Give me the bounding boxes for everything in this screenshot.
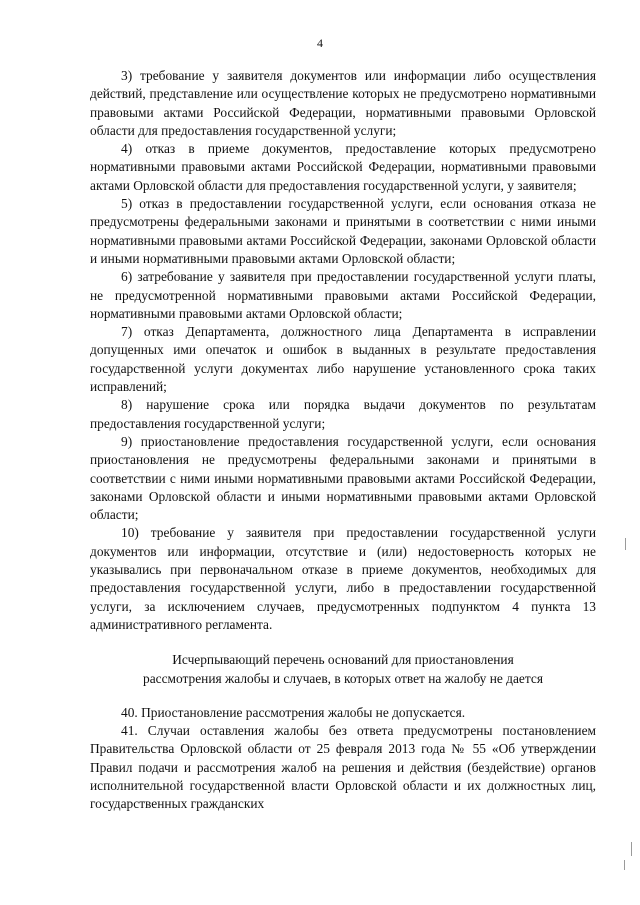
section-heading-line-2: рассмотрения жалобы и случаев, в которых ответ на жалобу не дается [143, 670, 543, 686]
paragraph-item-3: 3) требование у заявителя документов или информации либо осуществления действий, представление или осуществление которых не предусмотрено нормативными правовыми актами Российской Федерации, нормативными правовыми Орловской области для предоставления государственной услуги; [90, 68, 596, 138]
section-heading [90, 651, 596, 704]
paragraph-40: 40. Приостановление рассмотрения жалобы не допускается. [121, 704, 466, 720]
paragraph-item-10: 10) требование у заявителя при предоставлении государственной услуги документов или информации, отсутствие и (или) недостоверность которых не указывались при первоначальном отказе в приеме документов, необходимых для предоставления государственной услуги, либо в предоставлении государственной услуги, за исключением случаев, предусмотренных подпунктом 4 пункта 13 административного регламента. [90, 525, 596, 632]
section-heading-line-1: Исчерпывающий перечень оснований для приостановления [172, 652, 514, 668]
paragraph-41: 41. Случаи оставления жалобы без ответа предусмотрены постановлением Правительства Орловской области от 25 февраля 2013 года № 55 «Об утверждении Правил подачи и рассмотрения жалоб на решения и действия (бездействие) органов исполнительной государственной власти Орловской области и их должностных лиц, государственных гражданских [90, 723, 596, 812]
paragraph-item-9: 9) приостановление предоставления государственной услуги, если основания приостановления не предусмотрены федеральными законами и принятыми в соответствии с ними иными нормативными правовыми актами Российской Федерации, законами Орловской области и иными нормативными правовыми актами Орловской области; [90, 433, 596, 523]
paragraph-item-4: 4) отказ в приеме документов, предоставление которых предусмотрено нормативными правовыми актами Российской Федерации, нормативными правовыми актами Орловской области для предоставления государственной услуги, у заявителя; [90, 141, 596, 193]
paragraph-item-8: 8) нарушение срока или порядка выдачи документов по результатам предоставления государственной услуги; [90, 397, 596, 431]
paragraph-item-7: 7) отказ Департамента, должностного лица Департамента в исправлении допущенных ими опечаток и ошибок в выданных в результате предоставления государственной услуги документах либо нарушение установленного срока таких исправлений; [90, 324, 596, 395]
paragraph-item-5: 5) отказ в предоставлении государственной услуги, если основания отказа не предусмотрены федеральными законами и принятыми в соответствии с ними иными нормативными правовыми актами Российской Федерации, законами Орловской области и иными нормативными правовыми актами Орловской области; [90, 196, 596, 266]
page-number: 4 [317, 36, 323, 50]
document-body [90, 67, 596, 814]
scan-edge-mark [631, 842, 632, 856]
paragraph-item-6: 6) затребование у заявителя при предоставлении государственной услуги платы, не предусмотренной нормативными правовыми актами Российской Федерации, нормативными правовыми актами Орловской области; [90, 269, 596, 321]
scan-edge-mark [625, 538, 626, 550]
scan-edge-mark [624, 860, 625, 870]
